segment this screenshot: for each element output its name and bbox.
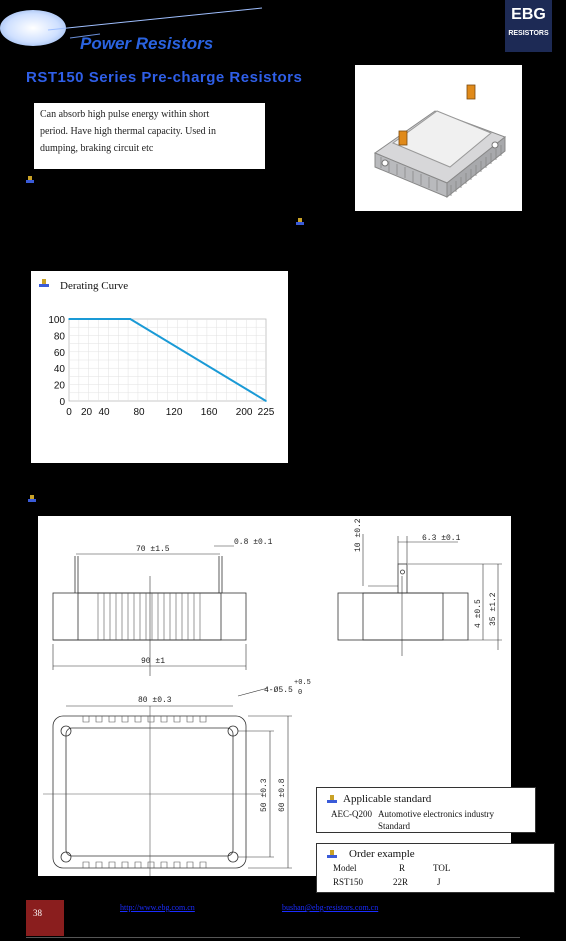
x-tick-label: 120: [165, 407, 183, 418]
standard-code: AEC-Q200: [331, 809, 372, 819]
page-title: RST150 Series Pre-charge Resistors: [26, 69, 303, 86]
order-value: 22R: [393, 877, 409, 887]
brand-sub: RESISTORS: [508, 30, 549, 37]
bullet-icon: [28, 495, 36, 503]
y-tick-label: 100: [48, 315, 65, 326]
y-tick-label: 20: [53, 380, 65, 392]
footer-divider: [26, 937, 520, 938]
dim-60-label: 60 ±0.8: [278, 778, 287, 812]
website-link[interactable]: http://www.ebg.com.cn: [120, 903, 195, 912]
dim-4-label: 4 ±0.5: [474, 599, 483, 628]
x-tick-label: 225: [257, 407, 275, 418]
dim-6-3-label: 6.3 ±0.1: [422, 534, 461, 543]
y-tick-label: 0: [59, 397, 65, 408]
bullet-icon: [39, 279, 49, 289]
page-number: 38: [33, 908, 42, 918]
dim-hole-tol-bot: 0: [298, 689, 303, 697]
x-tick-label: 160: [200, 407, 218, 418]
order-heading: Order example: [349, 848, 415, 860]
data-point: [68, 318, 70, 320]
bullet-icon: [327, 795, 337, 805]
description-line: period. Have high thermal capacity. Used in: [40, 126, 216, 137]
bullet-icon: [327, 850, 337, 860]
applicable-standard-box: [316, 787, 536, 833]
chart-title: Derating Curve: [60, 280, 129, 292]
x-tick-label: 80: [133, 407, 145, 418]
standard-text: Automotive electronics industry: [378, 809, 494, 819]
description-line: dumping, braking circuit etc: [40, 143, 154, 154]
dim-80-label: 80 ±0.3: [138, 696, 172, 705]
y-tick-label: 40: [53, 364, 65, 376]
dim-90-label: 90 ±1: [141, 657, 166, 666]
dim-0-8-label: 0.8 ±0.1: [234, 538, 273, 547]
dim-hole-tol-top: +0.5: [294, 679, 311, 687]
data-point: [265, 400, 267, 402]
dim-35-label: 35 ±1.2: [489, 592, 498, 626]
product-photo: [355, 65, 522, 211]
order-example-box: [316, 843, 555, 893]
y-tick-label: 60: [53, 347, 65, 359]
y-tick-label: 80: [53, 331, 65, 343]
dim-70-label: 70 ±1.5: [136, 545, 170, 554]
x-tick-label: 0: [66, 407, 72, 418]
standard-heading: Applicable standard: [343, 793, 432, 805]
page-number-badge: [26, 900, 64, 936]
description-box: [34, 103, 265, 169]
order-value: J: [437, 877, 441, 887]
description-line: Can absorb high pulse energy within short: [40, 109, 210, 120]
brand-logo: [505, 0, 552, 52]
order-col-header: TOL: [433, 863, 451, 873]
bullet-icon: [26, 176, 34, 184]
section-title: Power Resistors: [80, 34, 214, 53]
data-point: [129, 318, 131, 320]
x-tick-label: 200: [235, 407, 253, 418]
derating-chart: [31, 271, 288, 463]
order-col-header: Model: [333, 863, 357, 873]
order-col-header: R: [399, 863, 406, 873]
x-tick-label: 40: [98, 407, 110, 418]
bullet-icon: [296, 218, 304, 226]
email-link[interactable]: bushan@ebg-resistors.com.cn: [282, 903, 379, 912]
dim-10-label: 10 ±0.2: [354, 518, 363, 552]
brand-name: EBG: [511, 6, 546, 23]
dim-hole-label: 4-Ø5.5: [264, 686, 293, 695]
standard-text: Standard: [378, 821, 410, 831]
dim-50-label: 50 ±0.3: [260, 778, 269, 812]
x-tick-label: 20: [80, 407, 93, 418]
order-value: RST150: [333, 877, 364, 887]
